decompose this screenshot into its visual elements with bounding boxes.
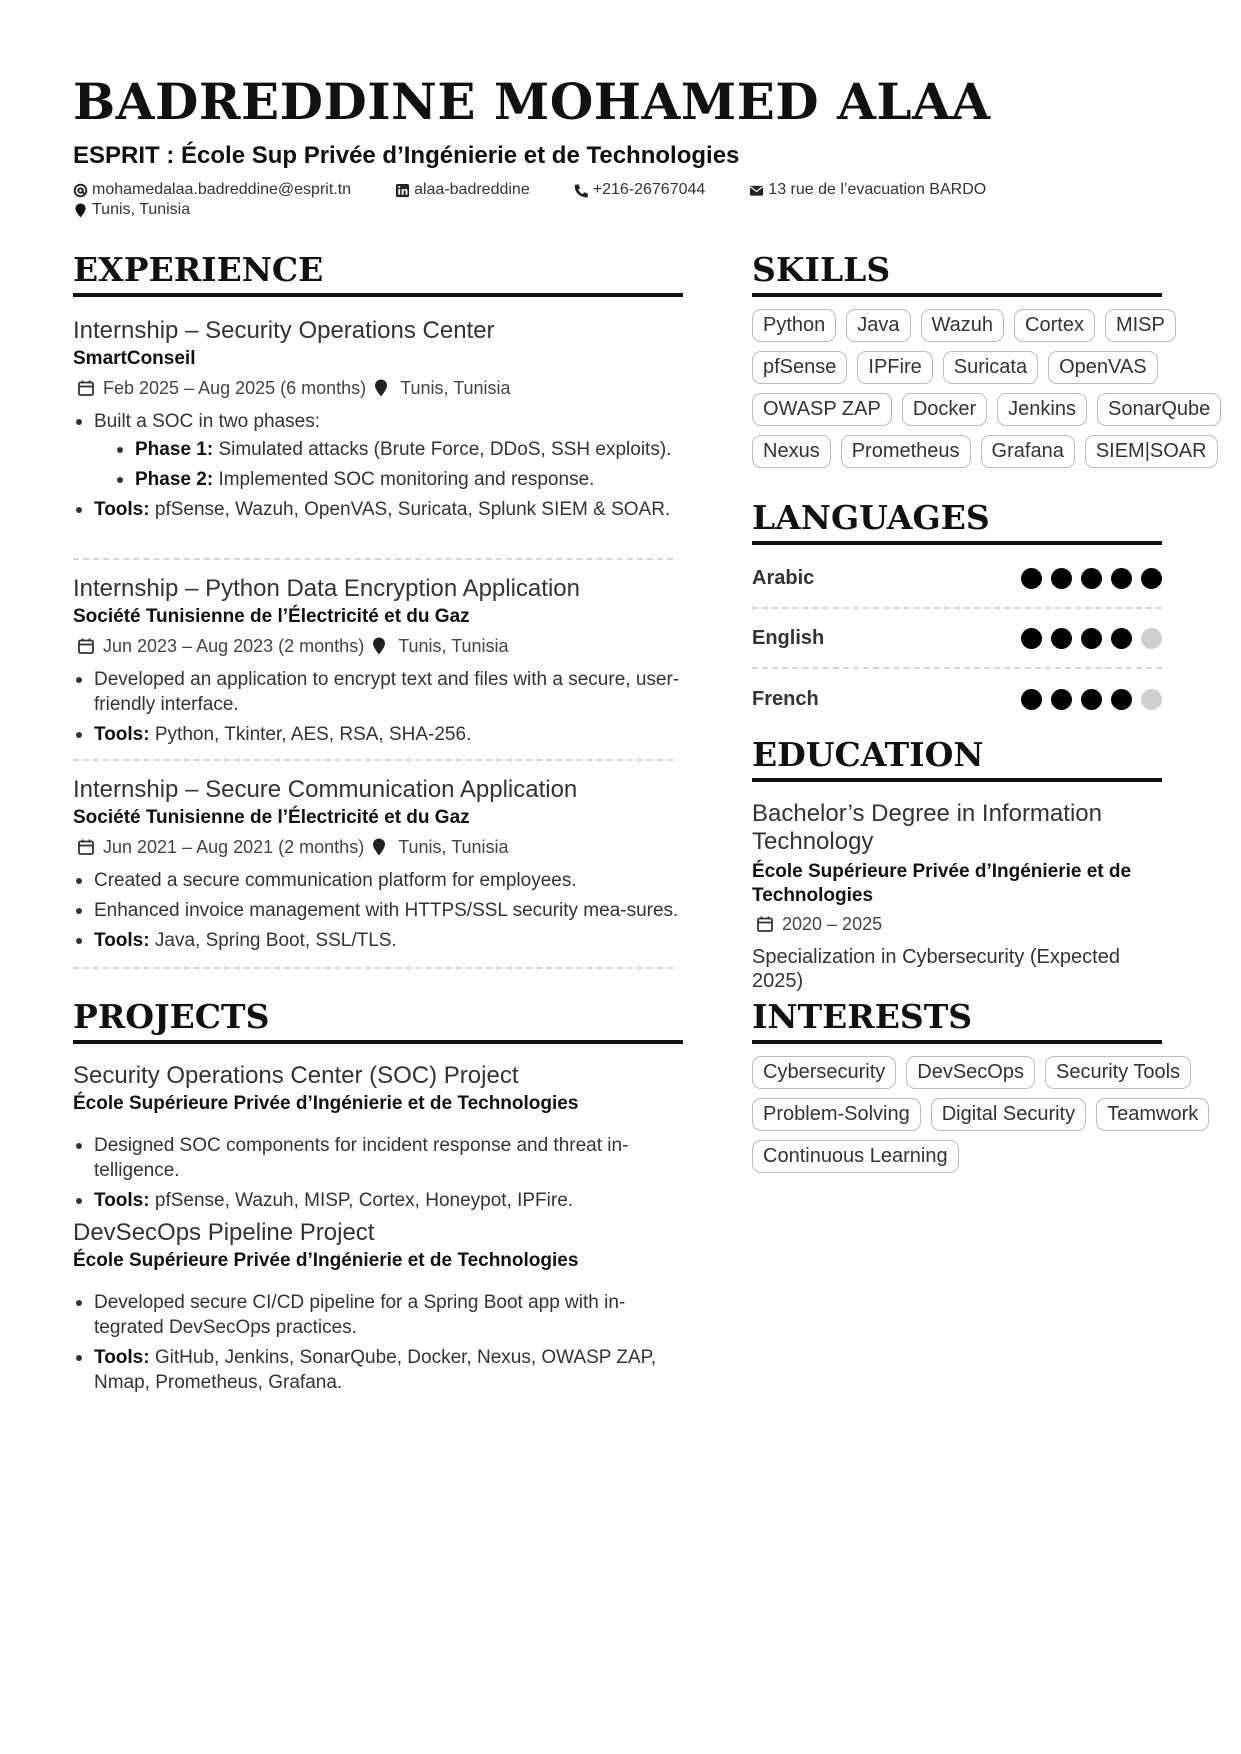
education-heading: EDUCATION bbox=[752, 735, 1162, 782]
entry-bullets bbox=[73, 409, 683, 522]
skill-tag: SIEM|SOAR bbox=[1085, 435, 1218, 468]
skills-list bbox=[752, 309, 1232, 468]
rating-dot-filled bbox=[1111, 628, 1132, 649]
list-item: Built a SOC in two phases: Phase 1: Simulated attacks (Brute Force, DDoS, SSH exploits). Phase 2: Implemented SOC monitoring and response. bbox=[73, 409, 683, 492]
degree-title: Bachelor’s Degree in Information Technology bbox=[752, 800, 1102, 855]
rating-dot-empty bbox=[1141, 628, 1162, 649]
rating-dot-filled bbox=[1141, 568, 1162, 589]
interest-tag: Digital Security bbox=[931, 1098, 1086, 1131]
language-name: French bbox=[752, 687, 819, 710]
entry-title: Internship – Security Operations Center bbox=[73, 317, 495, 344]
proficiency-rating bbox=[1021, 689, 1162, 710]
entry-organization: SmartConseil bbox=[73, 348, 196, 369]
map-pin-icon bbox=[73, 203, 88, 218]
entry-bullets bbox=[73, 1133, 683, 1213]
rating-dot-filled bbox=[1111, 689, 1132, 710]
entry-title: Internship – Secure Communication Application bbox=[73, 776, 578, 803]
entry-divider bbox=[73, 558, 673, 560]
linkedin-text: alaa-badreddine bbox=[414, 181, 530, 198]
rating-dot-filled bbox=[1081, 689, 1102, 710]
address-text: 13 rue de l’evacuation BARDO bbox=[768, 181, 987, 198]
list-item: Tools: pfSense, Wazuh, OpenVAS, Suricata, Splunk SIEM & SOAR. bbox=[73, 497, 683, 522]
skills-heading: SKILLS bbox=[752, 250, 1162, 297]
phone-icon bbox=[574, 183, 589, 198]
entry-location: Tunis, Tunisia bbox=[398, 837, 509, 857]
right-column bbox=[752, 250, 1211, 1173]
language-name: English bbox=[752, 626, 825, 649]
list-item: Phase 1: Simulated attacks (Brute Force, DDoS, SSH exploits). bbox=[114, 437, 683, 462]
entry-organization: Société Tunisienne de l’Électricité et du Gaz bbox=[73, 807, 470, 828]
entry-location: Tunis, Tunisia bbox=[398, 636, 509, 656]
rating-dot-filled bbox=[1111, 568, 1132, 589]
at-icon bbox=[73, 183, 88, 198]
proficiency-rating bbox=[1021, 628, 1162, 649]
contact-location bbox=[73, 201, 190, 219]
skill-tag: Prometheus bbox=[841, 435, 971, 468]
skill-tag: Suricata bbox=[943, 351, 1038, 384]
entry-title: Internship – Python Data Encryption Application bbox=[73, 575, 580, 602]
rating-dot-filled bbox=[1021, 628, 1042, 649]
rating-dot-filled bbox=[1021, 689, 1042, 710]
skill-tag: Nexus bbox=[752, 435, 831, 468]
entry-meta bbox=[73, 375, 683, 401]
list-item: Tools: pfSense, Wazuh, MISP, Cortex, Honeypot, IPFire. bbox=[73, 1188, 683, 1213]
skill-tag: Cortex bbox=[1014, 309, 1095, 342]
language-row bbox=[752, 669, 1162, 729]
interests-heading: INTERESTS bbox=[752, 997, 1162, 1044]
skill-tag: pfSense bbox=[752, 351, 847, 384]
skill-tag: MISP bbox=[1105, 309, 1176, 342]
contact-address bbox=[749, 181, 986, 199]
rating-dot-empty bbox=[1141, 689, 1162, 710]
skill-tag: Python bbox=[752, 309, 836, 342]
project-entry bbox=[73, 1061, 683, 1213]
experience-entry bbox=[73, 316, 683, 522]
map-pin-icon bbox=[370, 838, 388, 856]
skill-tag: SonarQube bbox=[1097, 393, 1221, 426]
linkedin-icon bbox=[395, 183, 410, 198]
entry-organization: École Supérieure Privée d’Ingénierie et de Technologies bbox=[73, 1093, 579, 1114]
skill-tag: Grafana bbox=[981, 435, 1075, 468]
entry-meta bbox=[73, 633, 683, 659]
skill-tag: OpenVAS bbox=[1048, 351, 1157, 384]
skill-tag: Jenkins bbox=[997, 393, 1087, 426]
entry-bullets bbox=[73, 868, 683, 953]
list-item: Created a secure communication platform for employees. bbox=[73, 868, 683, 893]
entry-bullets bbox=[73, 667, 683, 747]
skill-tag: OWASP ZAP bbox=[752, 393, 892, 426]
list-item: Phase 2: Implemented SOC monitoring and response. bbox=[114, 467, 683, 492]
map-pin-icon bbox=[372, 379, 390, 397]
calendar-icon bbox=[77, 379, 95, 397]
entry-dates: Feb 2025 – Aug 2025 (6 months) bbox=[103, 378, 367, 398]
calendar-icon bbox=[756, 915, 774, 933]
interest-tag: Teamwork bbox=[1096, 1098, 1209, 1131]
list-item: Developed an application to encrypt text and files with a secure, user-friendly interface. bbox=[73, 667, 683, 717]
skill-tag: Java bbox=[846, 309, 910, 342]
entry-organization: Société Tunisienne de l’Électricité et du Gaz bbox=[73, 606, 470, 627]
location-text: Tunis, Tunisia bbox=[92, 201, 191, 218]
list-item: Developed secure CI/CD pipeline for a Spring Boot app with in-tegrated DevSecOps practices. bbox=[73, 1290, 683, 1340]
list-item: Tools: Java, Spring Boot, SSL/TLS. bbox=[73, 928, 683, 953]
experience-heading: EXPERIENCE bbox=[73, 250, 683, 297]
skill-tag: Wazuh bbox=[921, 309, 1005, 342]
languages-heading: LANGUAGES bbox=[752, 498, 1162, 545]
list-item: Tools: GitHub, Jenkins, SonarQube, Docker, Nexus, OWASP ZAP, Nmap, Prometheus, Grafana. bbox=[73, 1345, 683, 1395]
entry-bullets bbox=[73, 1290, 683, 1395]
language-name: Arabic bbox=[752, 566, 815, 589]
rating-dot-filled bbox=[1081, 628, 1102, 649]
contact-email[interactable] bbox=[73, 181, 351, 199]
entry-organization: École Supérieure Privée d’Ingénierie et de Technologies bbox=[73, 1250, 579, 1271]
entry-dates: Jun 2023 – Aug 2023 (2 months) bbox=[103, 636, 365, 656]
list-item: Enhanced invoice management with HTTPS/SSL security mea-sures. bbox=[73, 898, 683, 923]
rating-dot-filled bbox=[1081, 568, 1102, 589]
envelope-icon bbox=[749, 183, 764, 198]
rating-dot-filled bbox=[1051, 568, 1072, 589]
interests-list bbox=[752, 1056, 1232, 1173]
entry-title: Security Operations Center (SOC) Project bbox=[73, 1062, 519, 1089]
entry-title: DevSecOps Pipeline Project bbox=[73, 1219, 375, 1246]
calendar-icon bbox=[77, 637, 95, 655]
list-item: Tools: Python, Tkinter, AES, RSA, SHA-256. bbox=[73, 722, 683, 747]
entry-meta bbox=[73, 834, 683, 860]
candidate-name: BADREDDINE MOHAMED ALAA bbox=[73, 72, 991, 131]
education-entry bbox=[752, 800, 1162, 993]
skill-tag: Docker bbox=[902, 393, 987, 426]
experience-entry bbox=[73, 574, 683, 747]
interest-tag: Security Tools bbox=[1045, 1056, 1191, 1089]
interest-tag: Cybersecurity bbox=[752, 1056, 896, 1089]
rating-dot-filled bbox=[1021, 568, 1042, 589]
email-text: mohamedalaa.badreddine@esprit.tn bbox=[92, 181, 352, 198]
rating-dot-filled bbox=[1051, 689, 1072, 710]
entry-dates: Jun 2021 – Aug 2021 (2 months) bbox=[103, 837, 365, 857]
entry-divider bbox=[73, 967, 673, 969]
map-pin-icon bbox=[370, 637, 388, 655]
languages-list bbox=[752, 549, 1162, 729]
education-note: Specialization in Cybersecurity (Expected 2025) bbox=[752, 946, 1120, 992]
projects-heading: PROJECTS bbox=[73, 997, 683, 1044]
project-entry bbox=[73, 1218, 683, 1395]
calendar-icon bbox=[77, 838, 95, 856]
sub-bullets bbox=[94, 437, 683, 492]
contact-phone[interactable] bbox=[574, 181, 706, 199]
skill-tag: IPFire bbox=[857, 351, 932, 384]
entry-meta bbox=[752, 911, 1162, 937]
language-row bbox=[752, 549, 1162, 609]
contact-linkedin[interactable] bbox=[395, 181, 530, 199]
education-dates: 2020 – 2025 bbox=[782, 914, 883, 934]
list-item: Designed SOC components for incident response and threat in-telligence. bbox=[73, 1133, 683, 1183]
experience-entry bbox=[73, 775, 683, 953]
phone-text: +216-26767044 bbox=[592, 181, 706, 198]
left-column bbox=[73, 250, 683, 1400]
entry-divider bbox=[73, 759, 673, 761]
entry-location: Tunis, Tunisia bbox=[400, 378, 511, 398]
rating-dot-filled bbox=[1051, 628, 1072, 649]
language-row bbox=[752, 609, 1162, 669]
school-name: École Supérieure Privée d’Ingénierie et de Technologies bbox=[752, 861, 1132, 906]
proficiency-rating bbox=[1021, 568, 1162, 589]
interest-tag: DevSecOps bbox=[906, 1056, 1035, 1089]
candidate-tagline: ESPRIT : École Sup Privée d’Ingénierie et de Technologies bbox=[73, 142, 740, 169]
interest-tag: Continuous Learning bbox=[752, 1140, 959, 1173]
interest-tag: Problem-Solving bbox=[752, 1098, 921, 1131]
